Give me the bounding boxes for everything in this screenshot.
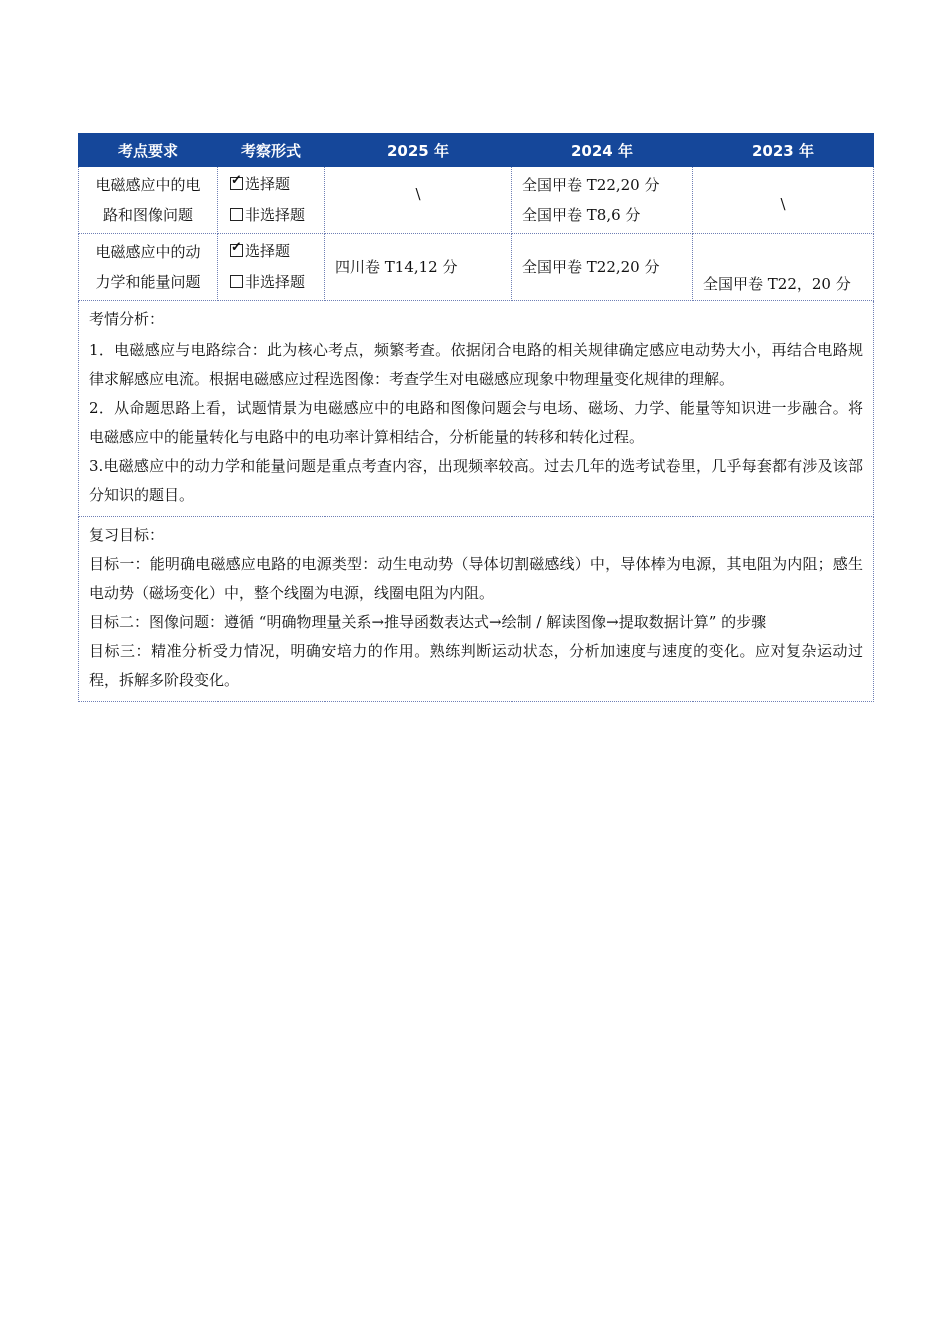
review-heading: 复习目标： [89, 526, 165, 544]
option-choice[interactable] [230, 169, 324, 200]
exam-analysis-table [78, 133, 874, 702]
header-2025: 2025 年 [325, 134, 512, 167]
analysis-item: 3.电磁感应中的动力学和能量问题是重点考查内容，出现频率较高。过去几年的选考试卷里，几乎每套都有涉及该部分知识的题目。 [89, 457, 863, 504]
requirement-line: 电磁感应中的动 [95, 243, 201, 261]
review-row [79, 517, 874, 702]
header-row [79, 134, 874, 167]
analysis-heading: 考情分析： [89, 310, 165, 328]
review-item: 目标三：精准分析受力情况，明确安培力的作用。熟练判断运动状态，分析加速度与速度的变化。应对复杂运动过程，拆解多阶段变化。 [89, 642, 863, 689]
header-2024: 2024 年 [512, 134, 693, 167]
analysis-row [79, 301, 874, 517]
option-label: 选择题 [245, 242, 291, 260]
analysis-item: 2．从命题思路上看，试题情景为电磁感应中的电路和图像问题会与电场、磁场、力学、能量等知识进一步融合。将电磁感应中的能量转化与电路中的电功率计算相结合，分析能量的转移和转化过程。 [89, 399, 863, 446]
analysis-item: 1．电磁感应与电路综合：此为核心考点，频繁考查。依据闭合电路的相关规律确定感应电动势大小，再结合电路规律求解感应电流。根据电磁感应过程选图像：考查学生对电磁感应现象中物理量变化规律的理解。 [89, 341, 863, 388]
header-requirement: 考点要求 [79, 134, 218, 167]
cell-2023: \ [693, 167, 874, 234]
cell-2023: 全国甲卷 T22，20 分 [693, 234, 874, 301]
option-nonchoice[interactable] [230, 200, 324, 231]
cell-2025: 四川卷 T14,12 分 [325, 234, 512, 301]
requirement-line: 力学和能量问题 [95, 273, 201, 291]
option-label: 非选择题 [245, 206, 306, 224]
table-row [79, 167, 874, 234]
option-choice[interactable] [230, 236, 324, 267]
header-form: 考察形式 [218, 134, 325, 167]
review-item: 目标二：图像问题：遵循 “明确物理量关系→推导函数表达式→绘制 / 解读图像→提取数据计算” 的步骤 [89, 613, 767, 631]
requirement-cell [79, 167, 218, 234]
exam-entry: 全国甲卷 T22,20 分 [522, 176, 660, 194]
checked-checkbox-icon[interactable] [230, 177, 243, 190]
form-cell [218, 167, 325, 234]
cell-2025: \ [325, 167, 512, 234]
review-section [79, 517, 874, 702]
exam-entry: 全国甲卷 T8,6 分 [522, 206, 641, 224]
unchecked-checkbox-icon[interactable] [230, 208, 243, 221]
analysis-section [79, 301, 874, 517]
cell-2024: 全国甲卷 T22,20 分 [512, 234, 693, 301]
option-nonchoice[interactable] [230, 267, 324, 298]
form-cell [218, 234, 325, 301]
checked-checkbox-icon[interactable] [230, 244, 243, 257]
option-label: 非选择题 [245, 273, 306, 291]
requirement-line: 电磁感应中的电 [95, 176, 201, 194]
requirement-cell [79, 234, 218, 301]
table-row [79, 234, 874, 301]
review-item: 目标一：能明确电磁感应电路的电源类型：动生电动势（导体切割磁感线）中，导体棒为电源，其电阻为内阻；感生电动势（磁场变化）中，整个线圈为电源，线圈电阻为内阻。 [89, 555, 863, 602]
cell-2024 [512, 167, 693, 234]
option-label: 选择题 [245, 175, 291, 193]
unchecked-checkbox-icon[interactable] [230, 275, 243, 288]
requirement-line: 路和图像问题 [102, 206, 193, 224]
header-2023: 2023 年 [693, 134, 874, 167]
